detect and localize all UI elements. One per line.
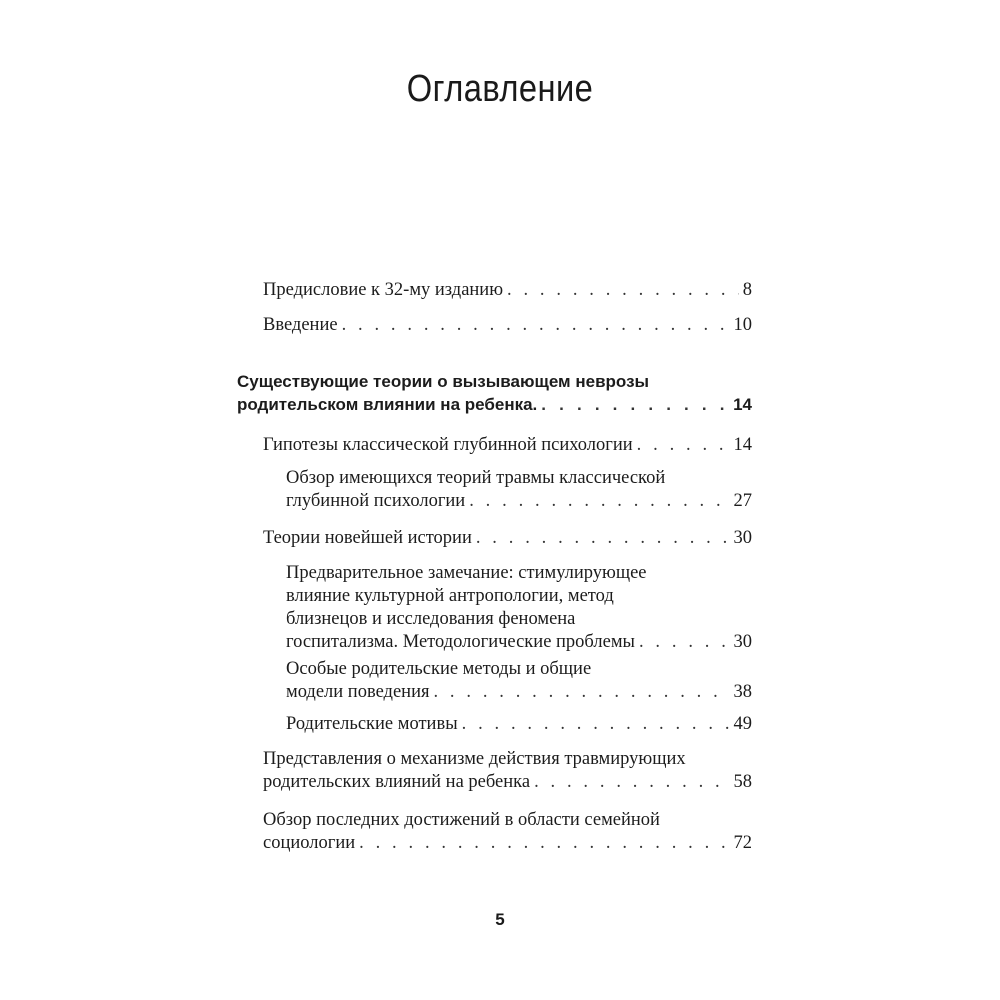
toc-entry-title: Теории новейшей истории bbox=[263, 528, 472, 548]
toc-entry-title: Введение bbox=[263, 315, 338, 335]
toc-entry-parental-methods[interactable] bbox=[286, 658, 752, 704]
toc-page-number: 27 bbox=[733, 491, 752, 511]
dot-leader bbox=[637, 434, 730, 457]
toc-entry-title: Представления о механизме действия травмирующих bbox=[263, 749, 686, 769]
dot-leader bbox=[507, 279, 739, 302]
toc-entry-title: Обзор последних достижений в области семейной bbox=[263, 810, 660, 830]
dot-leader bbox=[359, 832, 729, 855]
toc-entry-title: Предварительное замечание: стимулирующее bbox=[286, 563, 647, 583]
toc-entry-preface[interactable] bbox=[263, 279, 752, 302]
toc-page-number: 14 bbox=[733, 435, 752, 455]
toc-page-number: 30 bbox=[733, 632, 752, 652]
page-title: Оглавление bbox=[406, 68, 594, 110]
toc-entry-introduction[interactable] bbox=[263, 314, 752, 337]
toc-entry-title: Существующие теории о вызывающем неврозы bbox=[237, 372, 650, 391]
dot-leader bbox=[639, 631, 730, 654]
toc-entry-title: Гипотезы классической глубинной психологии bbox=[263, 435, 633, 455]
dot-leader bbox=[433, 681, 729, 704]
toc-entry-title-continued: глубинной психологии bbox=[286, 491, 466, 511]
dot-leader bbox=[462, 713, 730, 736]
toc-page-number: 58 bbox=[733, 772, 752, 792]
toc-entry-trauma-mechanism[interactable] bbox=[263, 748, 752, 794]
toc-entry-title-continued: госпитализма. Методологические проблемы bbox=[286, 632, 635, 652]
toc-entry-family-sociology[interactable] bbox=[263, 809, 752, 855]
toc-entry-trauma-theories-overview[interactable] bbox=[286, 467, 752, 513]
toc-entry-title-continued: родительских влияний на ребенка bbox=[263, 772, 531, 792]
toc-entry-recent-theories[interactable] bbox=[263, 527, 752, 550]
toc-entry-title-continued: близнецов и исследования феномена bbox=[286, 609, 576, 629]
dot-leader bbox=[541, 393, 729, 416]
toc-page-number: 10 bbox=[733, 315, 752, 335]
toc-entry-title: Родительские мотивы bbox=[286, 714, 458, 734]
toc-page-number: 72 bbox=[733, 833, 752, 853]
toc-entry-preliminary-remark[interactable] bbox=[286, 562, 752, 654]
page-number: 5 bbox=[495, 910, 505, 929]
toc-page-number: 14 bbox=[733, 395, 752, 414]
toc-page-number: 49 bbox=[733, 714, 752, 734]
toc-entry-title: Обзор имеющихся теорий травмы классической bbox=[286, 468, 666, 488]
toc-entry-title-continued: модели поведения bbox=[286, 682, 430, 702]
toc-entry-title-continued: социологии bbox=[263, 833, 356, 853]
toc-page-number: 30 bbox=[733, 528, 752, 548]
dot-leader bbox=[469, 490, 729, 513]
dot-leader bbox=[342, 314, 730, 337]
toc-entry-classical-hypotheses[interactable] bbox=[263, 434, 752, 457]
toc-entry-chapter-existing-theories[interactable] bbox=[237, 370, 752, 416]
toc-entry-title-continued: влияние культурной антропологии, метод bbox=[286, 586, 614, 606]
toc-entry-title: Особые родительские методы и общие bbox=[286, 659, 592, 679]
toc-entry-title: Предисловие к 32-му изданию bbox=[263, 280, 504, 300]
toc-entry-title-continued: родительском влиянии на ребенка. bbox=[237, 395, 538, 414]
toc-entry-parental-motives[interactable] bbox=[286, 713, 752, 736]
dot-leader bbox=[534, 771, 729, 794]
toc-page-number: 38 bbox=[733, 682, 752, 702]
dot-leader bbox=[476, 527, 730, 550]
toc-page-number: 8 bbox=[742, 280, 752, 300]
